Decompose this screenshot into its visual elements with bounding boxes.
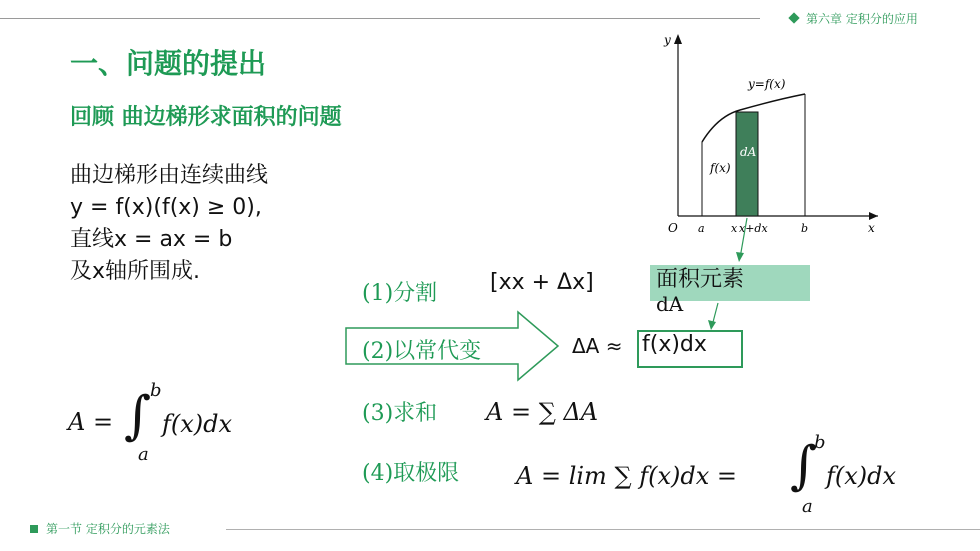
step-4-expr: A = lim ∑ f(x)dx =: [516, 462, 737, 490]
step-4-lower: a: [802, 496, 813, 517]
square-icon: [30, 525, 38, 533]
tick-x-dx: x+dx: [739, 222, 768, 235]
page-subtitle: 回顾 曲边梯形求面积的问题: [70, 105, 342, 130]
origin-label: O: [668, 221, 678, 235]
step-2-expr: ΔA ≈: [572, 334, 623, 358]
tick-a: a: [698, 222, 705, 235]
footer-rule: [226, 529, 980, 530]
curve-label: y=f(x): [748, 77, 786, 91]
tick-b: b: [801, 222, 809, 235]
formula-left-lower: a: [138, 444, 149, 465]
step-1-expr: [xx + Δx]: [490, 270, 594, 295]
arrow-head-icon: [736, 252, 744, 262]
y-axis-label: y: [664, 33, 671, 47]
description-line-2: y = f(x)(f(x) ≥ 0),: [70, 195, 262, 220]
arrow-head-icon: [708, 320, 716, 330]
description-line-3: 直线x = ax = b: [70, 227, 233, 252]
strip-label: dA: [740, 145, 757, 159]
arrow-graph-to-element: [740, 218, 747, 258]
integral-sign-right: ∫: [790, 436, 818, 496]
step-3-expr: A = ∑ ΔA: [486, 398, 599, 426]
formula-left-lhs: A =: [68, 408, 114, 436]
x-axis-label: x: [868, 221, 875, 235]
area-element-label: 面积元素 dA: [656, 267, 745, 316]
section-label: 第一节 定积分的元素法: [30, 520, 170, 537]
step-2-box-text: f(x)dx: [642, 332, 707, 357]
formula-left-upper: b: [150, 380, 162, 401]
step-2-label: (2)以常代变: [362, 339, 482, 364]
tick-x: x: [731, 222, 738, 235]
step-4-integrand: f(x)dx: [826, 462, 897, 490]
step-4-label: (4)取极限: [362, 461, 460, 486]
integral-sign-left: ∫: [124, 386, 152, 446]
page-title: 一、问题的提出: [70, 47, 267, 80]
step-3-label: (3)求和: [362, 401, 438, 426]
step-1-label: (1)分割: [362, 281, 438, 306]
chapter-label: 第六章 定积分的应用: [790, 10, 918, 27]
step-4-upper: b: [814, 432, 826, 453]
formula-left-integrand: f(x)dx: [162, 410, 233, 438]
description-line-1: 曲边梯形由连续曲线: [70, 163, 269, 188]
height-label: f(x): [710, 161, 731, 175]
description-line-4: 及x轴所围成.: [70, 259, 201, 284]
